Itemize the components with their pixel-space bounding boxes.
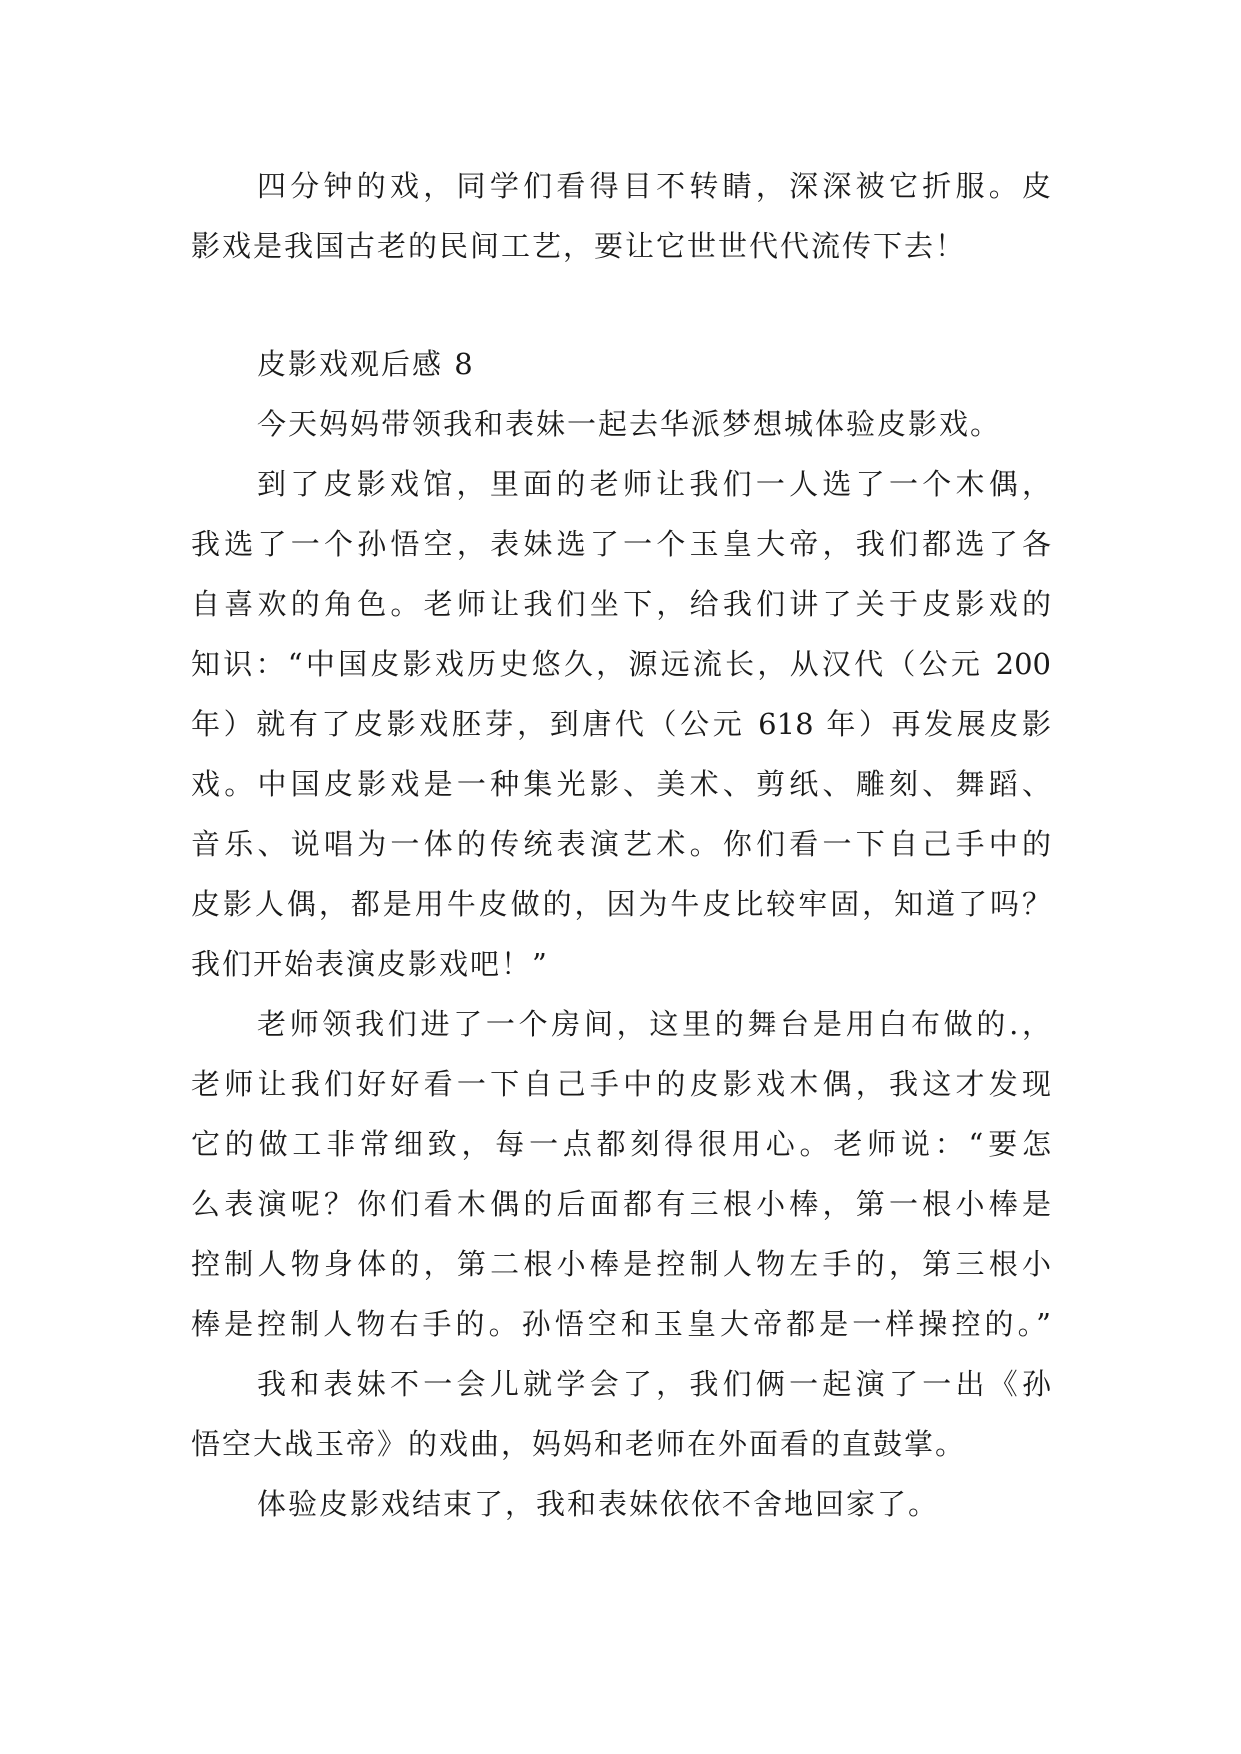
paragraph-3 — [191, 994, 1051, 1354]
text-line: 今天妈妈带领我和表妹一起去华派梦想城体验皮影戏。 — [257, 407, 1002, 441]
text-line: 四分钟的戏，同学们看得目不转睛，深深被它折服。皮 — [257, 169, 1051, 203]
text-line: 到了皮影戏馆，里面的老师让我们一人选了一个木偶， — [257, 467, 1051, 501]
text-line: 戏。中国皮影戏是一种集光影、美术、剪纸、雕刻、舞蹈、 — [191, 767, 1051, 801]
text-line: 我们开始表演皮影戏吧！” — [191, 947, 549, 981]
paragraph-1 — [191, 394, 1051, 454]
document-body — [191, 156, 1051, 1534]
article-title: 皮影戏观后感 8 — [257, 347, 475, 381]
text-line: 老师领我们进了一个房间，这里的舞台是用白布做的.， — [257, 1007, 1051, 1041]
text-line: 自喜欢的角色。老师让我们坐下，给我们讲了关于皮影戏的 — [191, 587, 1051, 621]
paragraph-2 — [191, 454, 1051, 994]
text-line: 知识：“中国皮影戏历史悠久，源远流长，从汉代（公元 200 — [191, 647, 1051, 681]
text-line: 么表演呢？你们看木偶的后面都有三根小棒，第一根小棒是 — [191, 1187, 1051, 1221]
text-line: 老师让我们好好看一下自己手中的皮影戏木偶，我这才发现 — [191, 1067, 1051, 1101]
text-line: 影戏是我国古老的民间工艺，要让它世世代代流传下去！ — [191, 229, 967, 263]
text-line: 皮影人偶，都是用牛皮做的，因为牛皮比较牢固，知道了吗？ — [191, 887, 1051, 921]
text-line: 棒是控制人物右手的。孙悟空和玉皇大帝都是一样操控的。” — [191, 1307, 1051, 1341]
text-line: 悟空大战玉帝》的戏曲，妈妈和老师在外面看的直鼓掌。 — [191, 1427, 967, 1461]
text-line: 它的做工非常细致，每一点都刻得很用心。老师说：“要怎 — [191, 1127, 1051, 1161]
text-line: 音乐、说唱为一体的传统表演艺术。你们看一下自己手中的 — [191, 827, 1051, 861]
paragraph-gap — [191, 276, 1051, 334]
text-line: 我和表妹不一会儿就学会了，我们俩一起演了一出《孙 — [257, 1367, 1051, 1401]
text-line: 我选了一个孙悟空，表妹选了一个玉皇大帝，我们都选了各 — [191, 527, 1051, 561]
paragraph-previous — [191, 156, 1051, 276]
text-line: 年）就有了皮影戏胚芽，到唐代（公元 618 年）再发展皮影 — [191, 707, 1051, 741]
paragraph-4 — [191, 1354, 1051, 1474]
text-line: 控制人物身体的，第二根小棒是控制人物左手的，第三根小 — [191, 1247, 1051, 1281]
paragraph-5 — [191, 1474, 1051, 1534]
text-line: 体验皮影戏结束了，我和表妹依依不舍地回家了。 — [257, 1487, 940, 1521]
